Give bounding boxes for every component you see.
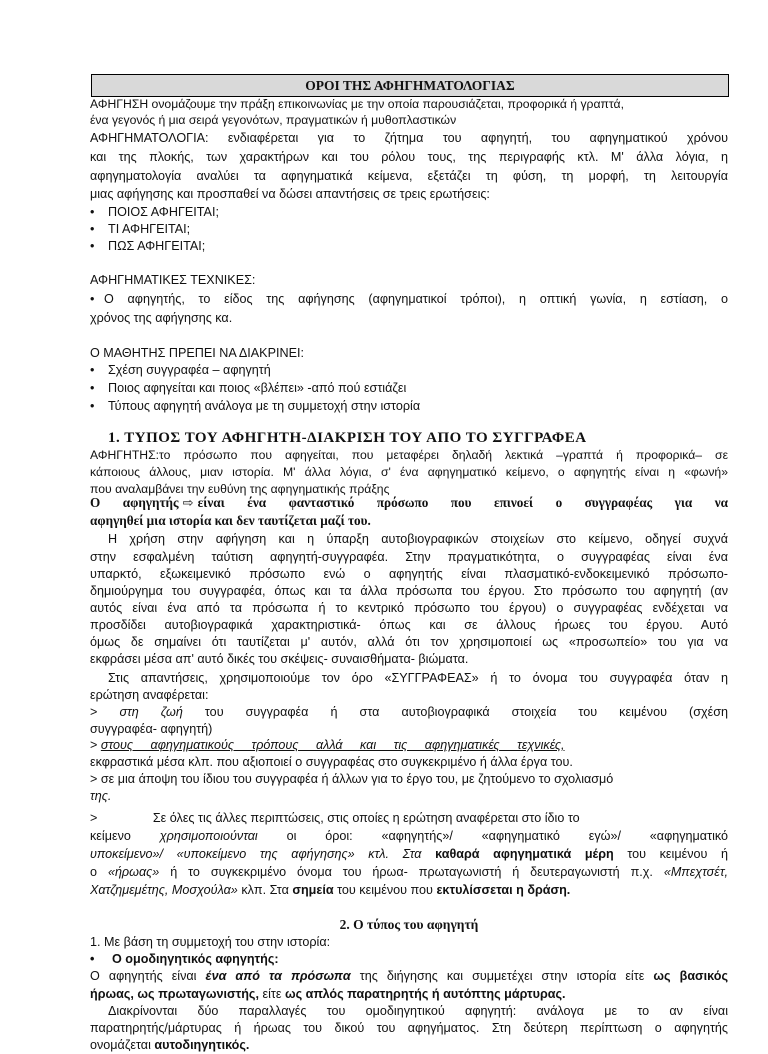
homodiegetic-heading-text: Ο ομοδιηγητικός αφηγητής: <box>112 952 279 966</box>
homodiegetic-line1 <box>90 968 728 985</box>
answer-case-4-line2 <box>90 828 728 845</box>
bullet-icon: • <box>90 381 95 395</box>
narrator-def-line2: κάποιους άλλους, μιαν ιστορία. Μ' άλλα λόγια, σ' ένα αφηγηματικό κείμενο, ο αφηγητής είναι η «φωνή» <box>90 465 728 479</box>
bullet-icon: • <box>90 399 95 413</box>
question-item <box>90 204 728 221</box>
participation-intro: 1. Με βάση τη συμμετοχή του στην ιστορία: <box>90 935 331 949</box>
identification-para-line1: Η χρήση στην αφήγηση και η ύπαρξη αυτοβιογραφικών στοιχείων στο κείμενο, οδηγεί συχνά <box>108 532 728 546</box>
techniques-heading: ΑΦΗΓΗΜΑΤΙΚΕΣ ΤΕΧΝΙΚΕΣ: <box>90 273 256 287</box>
text-span: ή το συγκεκριμένο όνομα του ήρωα- πρωταγωνιστή ή δευτεραγωνιστή π.χ. <box>170 865 653 879</box>
answers-intro-line1: Στις απαντήσεις, χρησιμοποιούμε τον όρο «ΣΥΓΓΡΑΦΕΑΣ» ή το όνομα του συγγραφέα όταν η <box>108 671 728 685</box>
key-statement-pre: Ο αφηγητής <box>90 495 179 510</box>
homodiegetic-line5 <box>90 1037 728 1054</box>
identification-para-line3: υπαρκτό, εξωκειμενικό πρόσωπο ενώ ο αφηγητής είναι πλασματικό-ενδοκειμενικό πρόσωπο- <box>90 567 728 581</box>
techniques-item <box>90 291 728 308</box>
answer-case-4-line5 <box>90 882 728 899</box>
text-span-italic: «ήρωας» <box>107 865 160 879</box>
narrator-def-line3: που αναλαμβάνει την ευθύνη της αφηγηματικής πράξης <box>90 482 390 496</box>
identification-para-line4: δημιούργημα του συγγραφέα, όπως και τα άλλα πρόσωπα του έργου. Στο πρόσωπο του αφηγητή (αν <box>90 584 728 598</box>
answer-case-2-cont: εκφραστικά μέσα κλπ. που αξιοποιεί ο συγγραφέας στο συγκεκριμένο ή άλλα έργα του. <box>90 755 573 769</box>
answers-intro-line2: ερώτηση αναφέρεται: <box>90 688 209 702</box>
identification-para-line2: στην εσφαλμένη ταύτιση αφηγητή-συγγραφέα. Στην πραγματικότητα, ο συγγραφέας είναι ένα <box>90 550 728 564</box>
chevron-right-icon: > <box>90 705 98 719</box>
student-item-text: Ποιος αφηγείται και ποιος «βλέπει» -από πού εστιάζει <box>108 381 407 395</box>
document-title: ΟΡΟΙ ΤΗΣ ΑΦΗΓΗΜΑΤΟΛΟΓΙΑΣ <box>91 74 729 97</box>
student-item <box>90 362 728 379</box>
narrator-def-line1: ΑΦΗΓΗΤΗΣ:το πρόσωπο που αφηγείται, που μεταφέρει δηλαδή λεκτικά –γραπτά ή προφορικά– σε <box>90 448 728 462</box>
key-statement-line2: αφηγηθεί μια ιστορία και δεν ταυτίζεται μαζί του. <box>90 513 371 528</box>
text-span: Ο αφηγητής είναι <box>90 969 197 983</box>
text-span: της διήγησης και συμμετέχει στην ιστορία είτε <box>359 969 645 983</box>
question-item <box>90 238 728 255</box>
text-span-bold: σημεία <box>292 883 334 897</box>
text-span-bold: αυτοδιηγητικός. <box>154 1038 250 1052</box>
student-item <box>90 380 728 397</box>
answer-case-3 <box>90 771 728 788</box>
chevron-right-icon: > <box>90 738 98 752</box>
answer-case-4-line4 <box>90 864 728 881</box>
text-span-italic: «Μπεχτσέτ, <box>663 865 728 879</box>
student-item-text: Τύπους αφηγητή ανάλογα με τη συμμετοχή στην ιστορία <box>108 399 421 413</box>
question-text: ΠΟΙΟΣ ΑΦΗΓΕΙΤΑΙ; <box>108 205 219 219</box>
narratology-line4: μιας αφήγησης και προσπαθεί να δώσει απαντήσεις σε τρεις ερωτήσεις: <box>90 187 490 201</box>
bullet-icon: • <box>90 205 95 219</box>
answer-case-3-text: σε μια άποψη του ίδιου του συγγραφέα ή άλλων για το έργο του, με ζητούμενο το σχολιασμό <box>100 772 614 786</box>
answer-case-4-text: Σε όλες τις άλλες περιπτώσεις, στις οποίες η ερώτηση αναφέρεται στο ίδιο το <box>152 811 580 825</box>
answer-case-4-line3 <box>90 846 728 863</box>
text-span-italic: υποκείμενο»/ «υποκείμενο της αφήγησης» κτλ. Στα <box>90 847 422 861</box>
text-span: του κειμένου ή <box>627 847 728 861</box>
homodiegetic-line3: Διακρίνονται δύο παραλλαγές του ομοδιηγητικού αφηγητή: ανάλογα με το αν είναι <box>108 1004 728 1018</box>
text-span: ο <box>90 865 98 879</box>
text-span: του κειμένου που <box>337 883 433 897</box>
answer-case-1-cont: συγγραφέα- αφηγητή) <box>90 722 213 736</box>
answer-case-4 <box>90 810 728 827</box>
key-statement-line1 <box>90 494 728 511</box>
definition-narration-line1: ΑΦΗΓΗΣΗ ονομάζουμε την πράξη επικοινωνίας με την οποία παρουσιάζεται, προφορικά ή γραπτά, <box>90 97 624 111</box>
narratology-line3: αφηγηματολογία αναλύει τα αφηγηματικά κείμενα, εξετάζει τη φύση, τη μορφή, τη λειτουργία <box>90 169 728 183</box>
identification-para-line5: αυτός είναι ένα από τα πρόσωπα ή το κεντρικό πρόσωπο του έργου) ο συγγραφέας ενδέχεται να <box>90 601 728 615</box>
bullet-icon: • <box>90 363 95 377</box>
answer-case-3-cont: της. <box>90 789 112 803</box>
identification-para-line6: προσδίδει αυτοβιογραφικά χαρακτηριστικά- όπως και σε άλλους ήρωες του έργου. Αυτό <box>90 618 728 632</box>
text-span-bold: καθαρά αφηγηματικά μέρη <box>435 847 614 861</box>
student-item-text: Σχέση συγγραφέα – αφηγητή <box>108 363 271 377</box>
bullet-icon: • <box>90 952 95 966</box>
section-heading-1: 1. ΤΥΠΟΣ ΤΟΥ ΑΦΗΓΗΤΗ-ΔΙΑΚΡΙΣΗ ΤΟΥ ΑΠΟ ΤΟ ΣΥΓΓΡΑΦΕΑ <box>108 430 587 446</box>
homodiegetic-line4: παρατηρητής/μάρτυρας ή ήρωας του δικού του αφηγήματος. Στη δεύτερη περίπτωση ο αφηγητής <box>90 1021 728 1035</box>
narratology-line2: και της πλοκής, των χαρακτήρων και του ρόλου τους, της περιγραφής κτλ. Μ' άλλα λόγια, η <box>90 150 728 164</box>
text-span: ονομάζεται <box>90 1038 151 1052</box>
student-item <box>90 398 728 415</box>
narratology-line1: ΑΦΗΓΗΜΑΤΟΛΟΓΙΑ: ενδιαφέρεται για το ζήτημα του αφηγητή, του αφηγηματικού χρόνου <box>90 131 728 145</box>
identification-para-line8: εκφράσει μέσα απ' αυτό δικές του σκέψεις- συναισθήματα- βιώματα. <box>90 652 469 666</box>
bullet-icon: • <box>90 239 95 253</box>
question-text: ΠΩΣ ΑΦΗΓΕΙΤΑΙ; <box>108 239 206 253</box>
bullet-icon: • <box>90 292 95 306</box>
text-span-bold: ως απλός παρατηρητής ή αυτόπτης μάρτυρας. <box>284 987 566 1001</box>
text-span-italic: χρησιμοποιούνται <box>159 829 258 843</box>
answer-case-1 <box>90 704 728 721</box>
text-span: κείμενο <box>90 829 131 843</box>
key-statement-post: είναι ένα φανταστικό πρόσωπο που επινοεί ο συγγραφέας για να <box>197 495 728 510</box>
question-text: ΤΙ ΑΦΗΓΕΙΤΑΙ; <box>108 222 191 236</box>
text-span-italic: Χατζημεμέτης, Μοσχούλα» <box>90 883 238 897</box>
answer-case-2 <box>90 737 728 754</box>
section-heading-2: 2. Ο τύπος του αφηγητή <box>339 917 479 932</box>
text-span-bold: ένα από τα πρόσωπα <box>205 969 351 983</box>
chevron-right-icon: > <box>90 772 98 786</box>
homodiegetic-heading <box>90 951 728 968</box>
text-span-bold: ως βασικός <box>653 969 728 983</box>
text-span-bold: εκτυλίσσεται η δράση. <box>436 883 571 897</box>
techniques-text: Ο αφηγητής, το είδος της αφήγησης (αφηγηματικοί τρόποι), η οπτική γωνία, η εστίαση, ο <box>104 292 728 306</box>
text-span: οι όροι: «αφηγητής»/ «αφηγηματικό εγώ»/ «αφηγηματικό <box>286 829 728 843</box>
identification-para-line7: όμως δε σημαίνει ότι ταυτίζεται μ' αυτόν, αλλά ότι τον χρησιμοποιεί ως «προσωπείο» του για να <box>90 635 728 649</box>
question-item <box>90 221 728 238</box>
text-span: είτε <box>262 987 282 1001</box>
homodiegetic-line2 <box>90 986 728 1003</box>
text-span-bold: ήρωας, ως πρωταγωνιστής, <box>90 987 259 1001</box>
definition-narration-line2: ένα γεγονός ή μια σειρά γεγονότων, πραγματικών ή μυθοπλαστικών <box>90 113 457 127</box>
student-heading: Ο ΜΑΘΗΤΗΣ ΠΡΕΠΕΙ ΝΑ ΔΙΑΚΡΙΝΕΙ: <box>90 346 304 360</box>
answer-case-1-emphasis: στη ζωή <box>119 705 183 719</box>
bullet-icon: • <box>90 222 95 236</box>
answer-case-2-emphasis: στους αφηγηματικούς τρόπους αλλά και τις αφηγηματικές τεχνικές, <box>100 738 565 752</box>
arrow-right-icon: ⇨ <box>182 495 194 510</box>
answer-case-1-text: του συγγραφέα ή στα αυτοβιογραφικά στοιχεία του κειμένου (σχέση <box>204 705 728 719</box>
text-span: κλπ. Στα <box>241 883 289 897</box>
chevron-right-icon: > <box>90 811 98 825</box>
techniques-text-cont: χρόνος της αφήγησης κα. <box>90 311 233 325</box>
